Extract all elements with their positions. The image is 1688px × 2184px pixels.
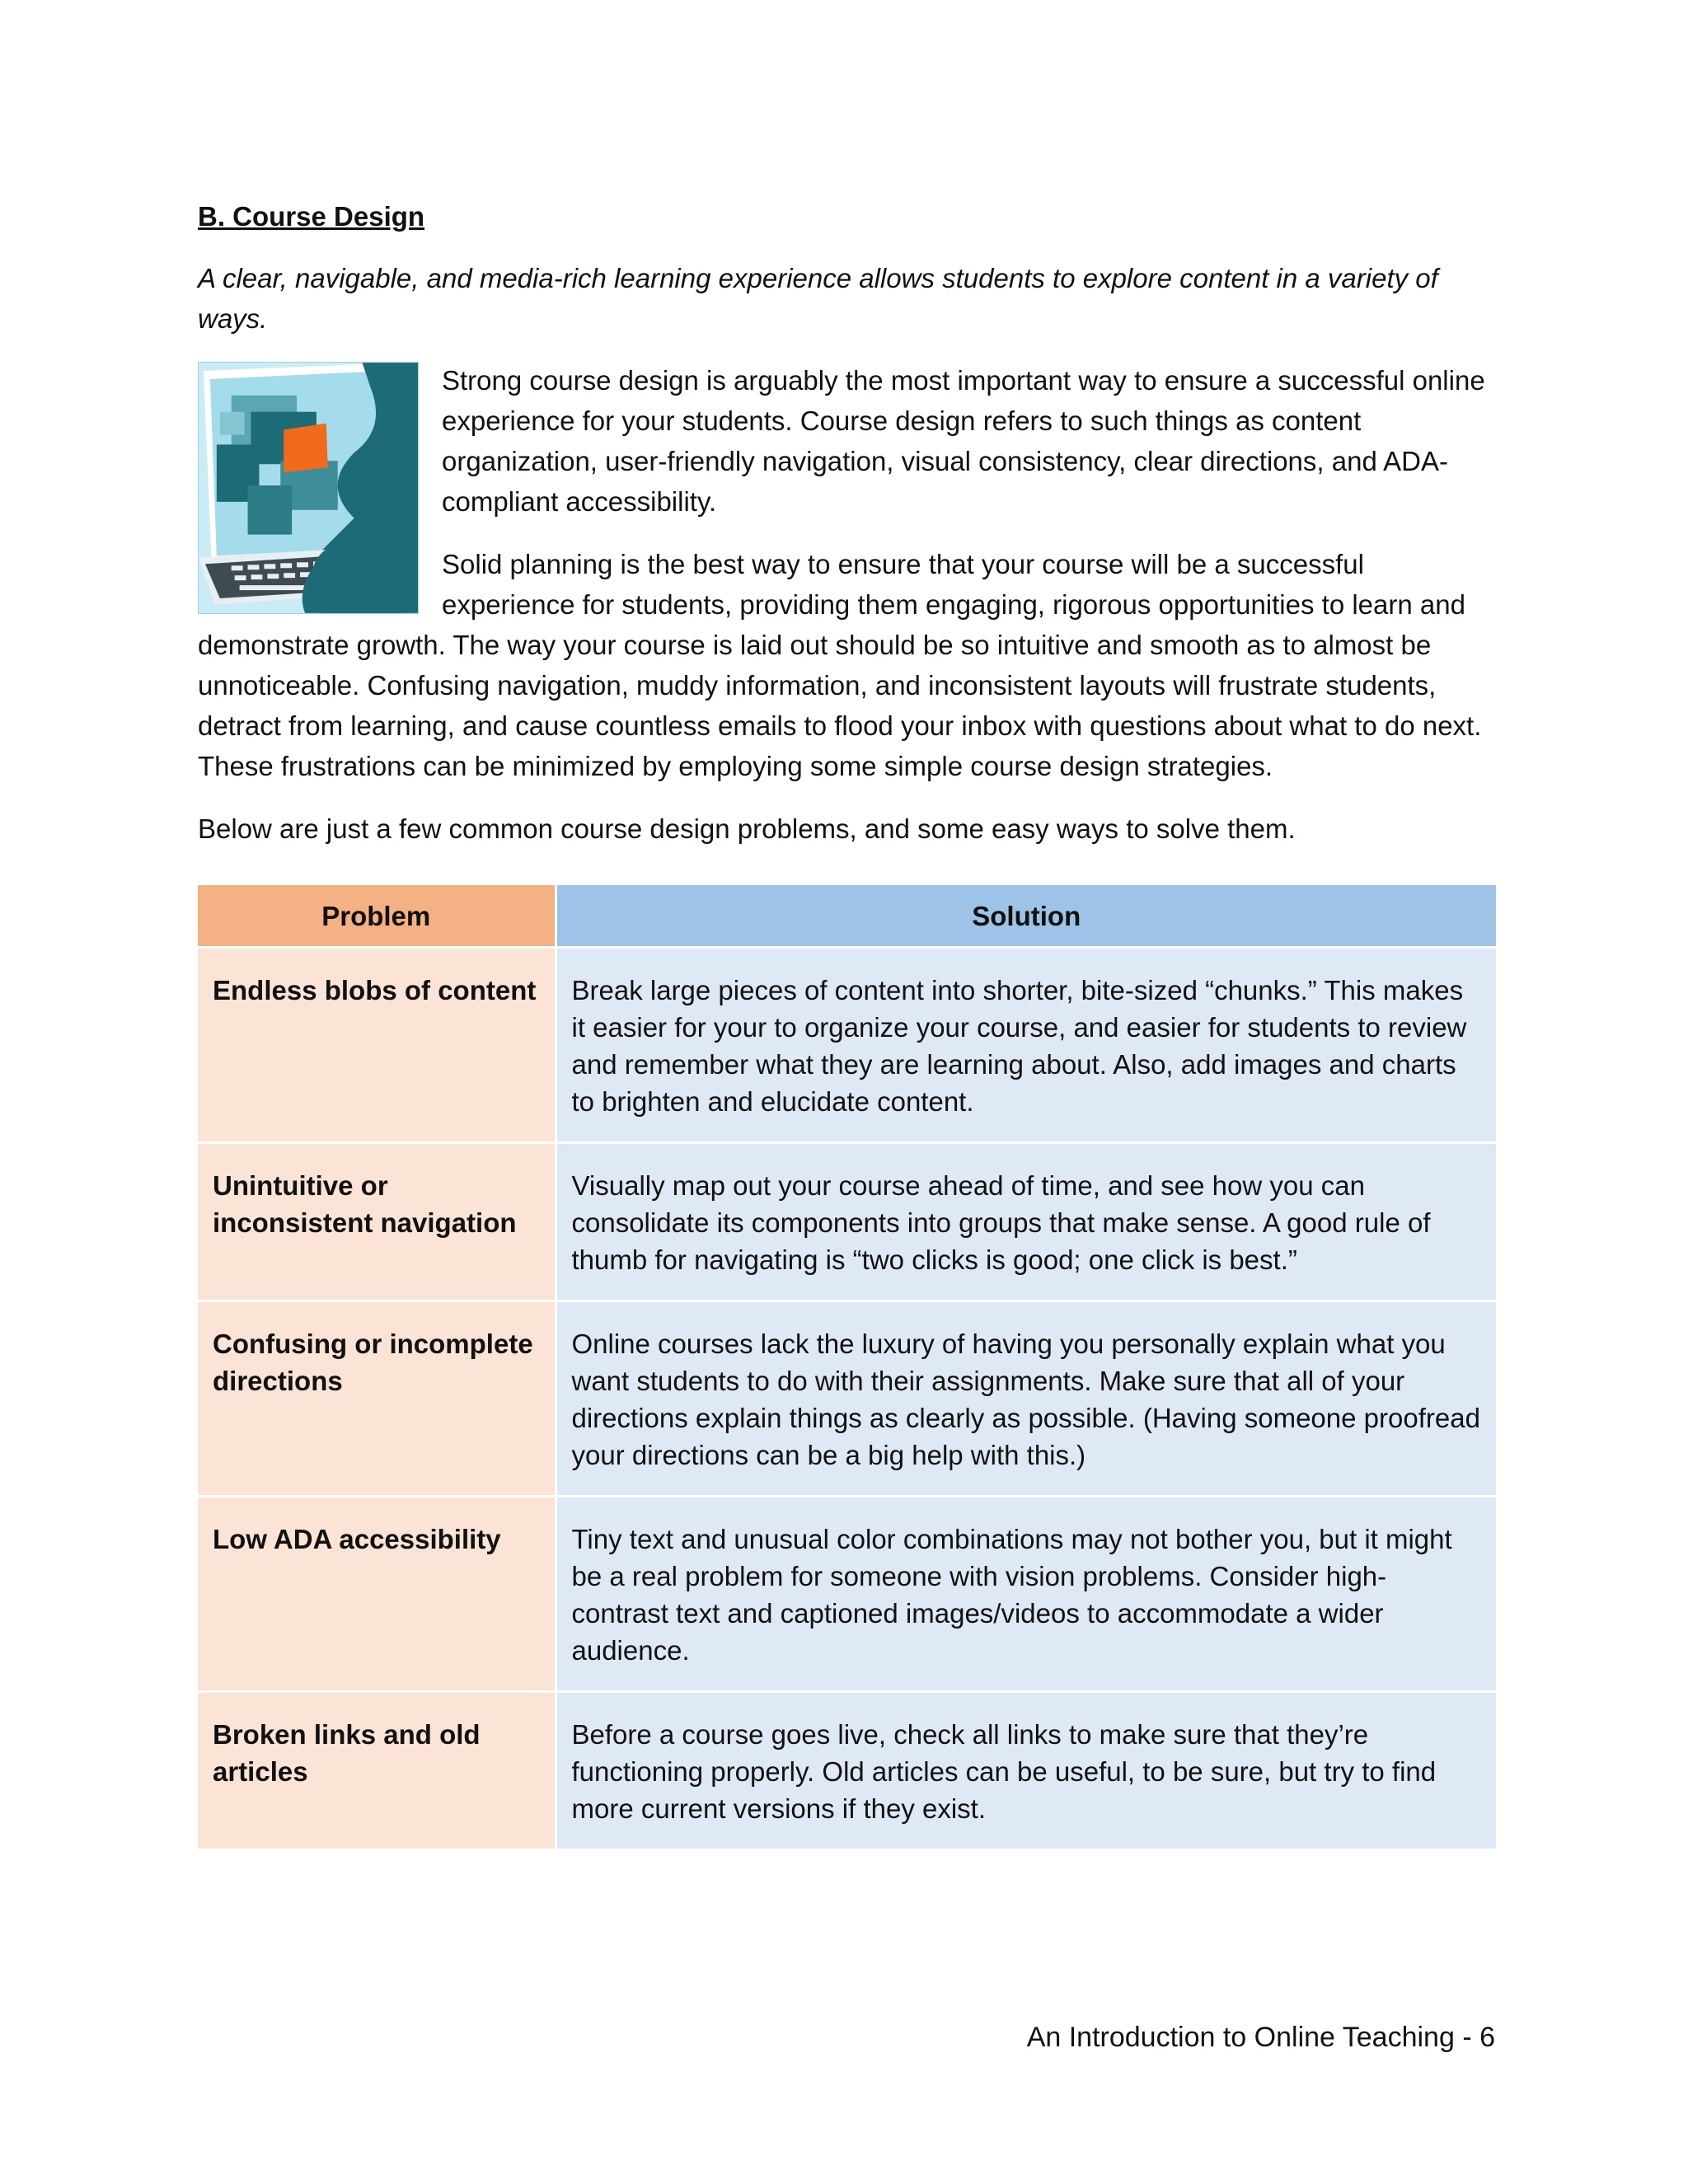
- table-row: [198, 1143, 1496, 1301]
- solution-cell: Break large pieces of content into shorter, bite-sized “chunks.” This makes it easier for your to organize your course, and easier for students to review and remember what they are learning about. Also, add images and charts to brighten and elucidate content.: [556, 948, 1496, 1143]
- section-subtitle: A clear, navigable, and media-rich learning experience allows students to explore content in a variety of ways.: [198, 263, 1438, 334]
- table-row: [198, 1692, 1496, 1849]
- problem-cell: Endless blobs of content: [198, 948, 556, 1143]
- table-row: [198, 1301, 1496, 1497]
- table-row: [198, 948, 1496, 1143]
- table-header-row: [198, 885, 1496, 948]
- section-heading: B. Course Design: [198, 201, 425, 232]
- problem-solution-table: [198, 885, 1496, 1849]
- problem-cell: Confusing or incomplete directions: [198, 1301, 556, 1497]
- header-problem: Problem: [198, 885, 556, 948]
- intro-paragraph-1: Strong course design is arguably the most important way to ensure a successful online experience for your students. Course design refers to such things as content organization, user-friendly navigation, visual consistency, clear directions, and ADA-compliant accessibility.: [442, 365, 1485, 517]
- laptop-with-screen-icon: [198, 362, 419, 614]
- solution-cell: Online courses lack the luxury of having you personally explain what you want students to do with their assignments. Make sure that all of your directions explain things as clearly as possible. (Having someone proofread your directions can be a big help with this.): [556, 1301, 1496, 1497]
- solution-cell: Visually map out your course ahead of time, and see how you can consolidate its components into groups that make sense. A good rule of thumb for navigating is “two clicks is good; one click is best.”: [556, 1143, 1496, 1301]
- solution-cell: Before a course goes live, check all links to make sure that they’re functioning properly. Old articles can be useful, to be sure, but try to find more current versions if they exist.: [556, 1692, 1496, 1849]
- page-footer: An Introduction to Online Teaching - 6: [1026, 2022, 1495, 2053]
- problem-cell: Low ADA accessibility: [198, 1497, 556, 1692]
- intro-paragraph-2: Solid planning is the best way to ensure that your course will be a successful experience for students, providing them engaging, rigorous opportunities to learn and demonstrate growth. The way your course is laid out should be so intuitive and smooth as to almost be unnoticeable. Confusing navigation, muddy information, and inconsistent layouts will frustrate students, detract from learning, and cause countless emails to flood your inbox with questions about what to do next. These frustrations can be minimized by employing some simple course design strategies.: [198, 549, 1482, 781]
- table-row: [198, 1497, 1496, 1692]
- intro-block: [198, 360, 1495, 808]
- problem-cell: Broken links and old articles: [198, 1692, 556, 1849]
- problem-solution-table-wrapper: [198, 885, 1496, 1849]
- header-solution: Solution: [556, 885, 1496, 948]
- solution-cell: Tiny text and unusual color combinations may not bother you, but it might be a real problem for someone with vision problems. Consider high-contrast text and captioned images/videos to accommodate a wider audience.: [556, 1497, 1496, 1692]
- problem-cell: Unintuitive or inconsistent navigation: [198, 1143, 556, 1301]
- table-intro-paragraph: Below are just a few common course design problems, and some easy ways to solve them.: [198, 813, 1296, 844]
- page-content: [198, 196, 1495, 1849]
